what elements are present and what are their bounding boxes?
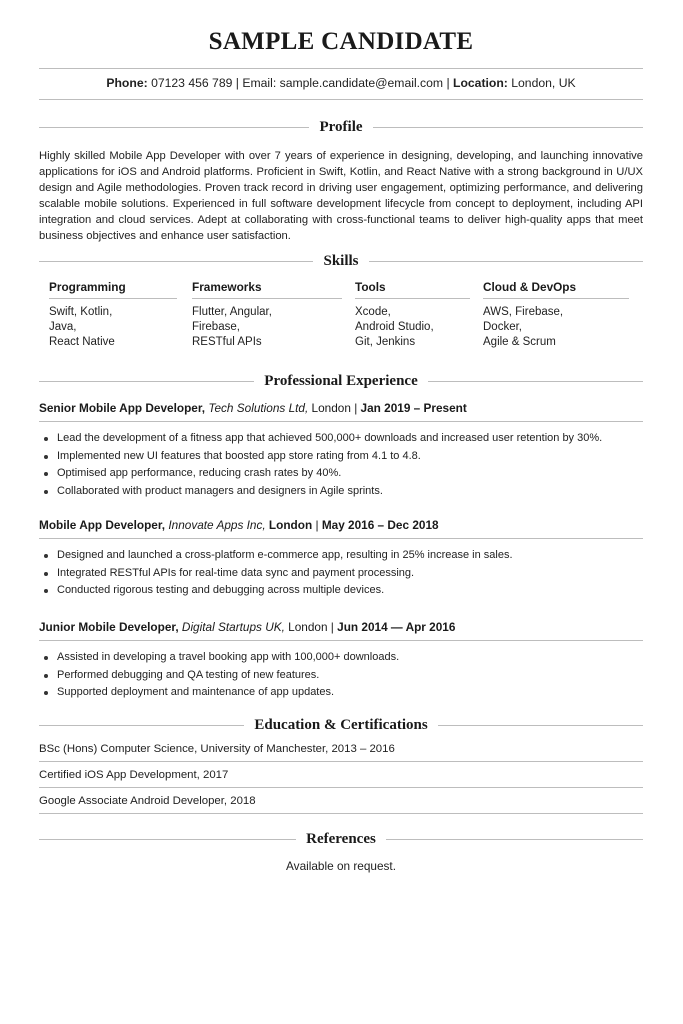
bullet-item: Supported deployment and maintenance of app updates.	[57, 684, 643, 702]
bullet-item: Performed debugging and QA testing of new features.	[57, 667, 643, 685]
job-header	[39, 620, 643, 641]
separator: |	[354, 401, 358, 415]
bullet-item: Lead the development of a fitness app that achieved 500,000+ downloads and increased user retention by 30%.	[57, 430, 643, 448]
separator: |	[315, 518, 319, 532]
job-dates: Jan 2019 – Present	[360, 401, 467, 415]
skill-item: Firebase,	[192, 321, 240, 333]
email-value: sample.candidate@email.com	[279, 76, 444, 90]
bullet-item: Optimised app performance, reducing crash rates by 40%.	[57, 465, 643, 483]
location-value: London, UK	[511, 76, 576, 90]
bullet-item: Assisted in developing a travel booking app with 100,000+ downloads.	[57, 649, 643, 667]
section-heading-references	[39, 829, 643, 849]
job-company: Tech Solutions Ltd,	[208, 401, 309, 415]
email-label: Email:	[242, 76, 277, 90]
skill-item: Java,	[49, 321, 77, 333]
skill-heading: Tools	[355, 280, 470, 299]
skill-item: Git, Jenkins	[355, 336, 416, 348]
section-heading-skills	[39, 251, 643, 271]
bullet-item: Implemented new UI features that boosted app store rating from 4.1 to 4.8.	[57, 448, 643, 466]
divider	[39, 99, 643, 100]
job-dates: May 2016 – Dec 2018	[321, 518, 439, 532]
job-bullets	[39, 649, 643, 702]
skill-heading: Frameworks	[192, 280, 342, 299]
separator: |	[235, 76, 239, 90]
bullet-item: Designed and launched a cross-platform e-commerce app, resulting in 25% increase in sales.	[57, 547, 643, 565]
skill-column-cloud-devops	[483, 280, 629, 350]
heading-rule	[373, 127, 643, 128]
skill-column-frameworks	[192, 280, 342, 350]
skill-heading: Programming	[49, 280, 177, 299]
job-location: London	[311, 401, 351, 415]
job-company: Innovate Apps Inc,	[168, 518, 266, 532]
education-item: Google Associate Android Developer, 2018	[39, 795, 643, 814]
job-entry	[39, 620, 643, 702]
heading-rule	[39, 839, 296, 840]
location-label: Location:	[453, 76, 508, 90]
job-role: Senior Mobile App Developer,	[39, 401, 206, 415]
heading-rule	[39, 127, 309, 128]
section-title: References	[306, 830, 376, 847]
skill-item: RESTful APIs	[192, 336, 262, 348]
skill-item: Android Studio,	[355, 321, 434, 333]
divider	[39, 68, 643, 69]
job-dates: Jun 2014 — Apr 2016	[337, 620, 456, 634]
separator: |	[330, 620, 334, 634]
bullet-item: Conducted rigorous testing and debugging across multiple devices.	[57, 582, 643, 600]
phone-value: 07123 456 789	[151, 76, 233, 90]
education-item: Certified iOS App Development, 2017	[39, 769, 643, 788]
skill-item: AWS, Firebase,	[483, 306, 564, 318]
section-heading-profile	[39, 117, 643, 137]
job-location: London	[288, 620, 328, 634]
bullet-item: Collaborated with product managers and designers in Agile sprints.	[57, 483, 643, 501]
skill-item: Flutter, Angular,	[192, 306, 272, 318]
skill-item: React Native	[49, 336, 115, 348]
job-bullets	[39, 547, 643, 600]
skill-heading: Cloud & DevOps	[483, 280, 629, 299]
skill-item: Swift, Kotlin,	[49, 306, 113, 318]
heading-rule	[369, 261, 643, 262]
contact-line	[39, 76, 643, 90]
phone-label: Phone:	[106, 76, 148, 90]
job-header	[39, 518, 643, 539]
references-text: Available on request.	[286, 859, 396, 873]
separator: |	[446, 76, 450, 90]
education-item: BSc (Hons) Computer Science, University of Manchester, 2013 – 2016	[39, 743, 643, 762]
section-title: Profile	[319, 118, 363, 135]
heading-rule	[39, 725, 244, 726]
heading-rule	[39, 261, 313, 262]
heading-rule	[386, 839, 643, 840]
skill-item: Agile & Scrum	[483, 336, 556, 348]
job-entry	[39, 518, 643, 600]
job-entry	[39, 401, 643, 500]
job-header	[39, 401, 643, 422]
job-bullets	[39, 430, 643, 500]
bullet-item: Integrated RESTful APIs for real-time data sync and payment processing.	[57, 565, 643, 583]
job-role: Junior Mobile Developer,	[39, 620, 179, 634]
heading-rule	[438, 725, 643, 726]
job-company: Digital Startups UK,	[181, 620, 285, 634]
skill-item: Docker,	[483, 321, 522, 333]
skill-column-programming	[49, 280, 177, 350]
profile-summary: Highly skilled Mobile App Developer with over 7 years of experience in designing, developing, and launching innovative applications for iOS and Android platforms. Proficient in Swift, Kotlin, and React Native with a strong background in U/UX design and Agile methodologies. Proven track record in driving user engagement, optimizing performance, and delivering scalable mobile solutions. Experienced in full software development lifecycle from concept to deployment, including API integration and cloud services. Adept at collaborating with cross-functional teams to deliver high-quality apps that meet business objectives and enhance user satisfaction.	[39, 150, 643, 243]
job-role: Mobile App Developer,	[39, 518, 166, 532]
section-title: Professional Experience	[264, 372, 418, 389]
heading-rule	[428, 381, 643, 382]
heading-rule	[39, 381, 254, 382]
section-title: Skills	[323, 252, 359, 269]
skill-item: Xcode,	[355, 306, 391, 318]
skill-column-tools	[355, 280, 470, 350]
section-heading-education	[39, 715, 643, 735]
section-heading-experience	[39, 371, 643, 391]
candidate-name: SAMPLE CANDIDATE	[208, 28, 474, 55]
job-location: London	[268, 518, 313, 532]
section-title: Education & Certifications	[254, 716, 428, 733]
